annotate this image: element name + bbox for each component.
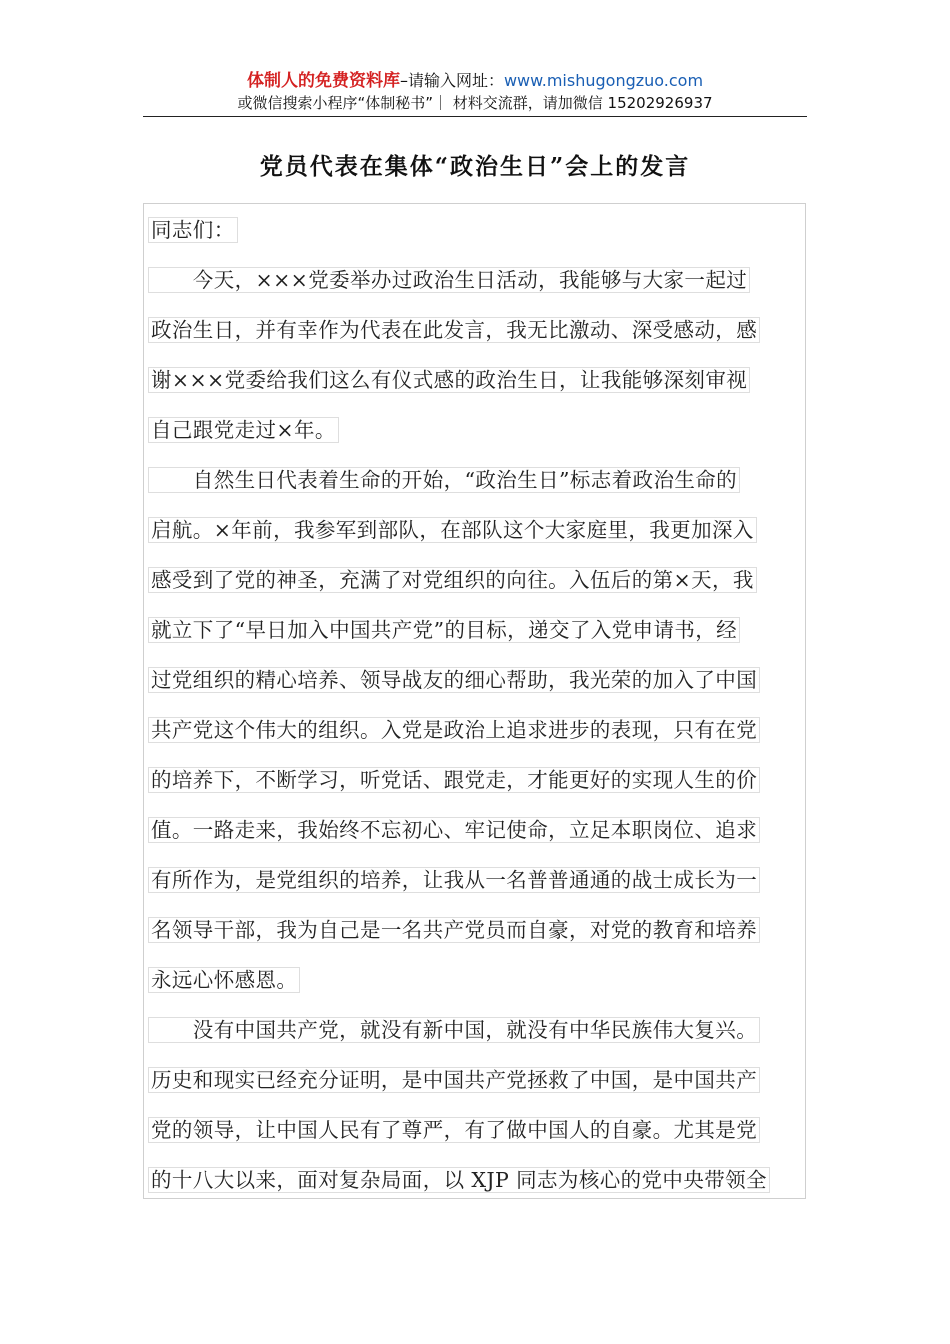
text-line: 的十八大以来，面对复杂局面，以 XJP 同志为核心的党中央带领全: [148, 1167, 770, 1193]
text-line: 名领导干部，我为自己是一名共产党员而自豪，对党的教育和培养: [148, 917, 760, 943]
text-line: 共产党这个伟大的组织。入党是政治上追求进步的表现，只有在党: [148, 717, 760, 743]
text-line: 过党组织的精心培养、领导战友的细心帮助，我光荣的加入了中国: [148, 667, 760, 693]
text-line: 自己跟党走过×年。: [148, 417, 339, 443]
text-line: 历史和现实已经充分证明，是中国共产党拯救了中国，是中国共产: [148, 1067, 760, 1093]
text-line: 同志们：: [148, 217, 238, 243]
header-divider: [143, 116, 807, 117]
document-body: [143, 203, 806, 1199]
header-banner: [143, 70, 807, 92]
site-header: [143, 70, 807, 114]
text-line: 有所作为，是党组织的培养，让我从一名普普通通的战士成长为一: [148, 867, 760, 893]
text-line: 永远心怀感恩。: [148, 967, 300, 993]
url-prompt: –请输入网址：: [399, 71, 504, 90]
text-line: 的培养下，不断学习，听党话、跟党走，才能更好的实现人生的价: [148, 767, 760, 793]
document-title: 党员代表在集体“政治生日”会上的发言: [259, 153, 691, 180]
text-line: 党的领导，让中国人民有了尊严，有了做中国人的自豪。尤其是党: [148, 1117, 760, 1143]
text-line: 感受到了党的神圣，充满了对党组织的向往。入伍后的第×天，我: [148, 567, 757, 593]
text-line: 就立下了“早日加入中国共产党”的目标，递交了入党申请书，经: [148, 617, 740, 643]
text-line: 政治生日，并有幸作为代表在此发言，我无比激动、深受感动，感: [148, 317, 760, 343]
text-line: 启航。×年前，我参军到部队，在部队这个大家庭里，我更加深入: [148, 517, 757, 543]
text-line: 自然生日代表着生命的开始，“政治生日”标志着政治生命的: [148, 467, 740, 493]
text-line: 谢×××党委给我们这么有仪式感的政治生日，让我能够深刻审视: [148, 367, 750, 393]
text-line: 今天，×××党委举办过政治生日活动，我能够与大家一起过: [148, 267, 750, 293]
header-contact-line: 或微信搜索小程序“体制秘书”｜ 材料交流群，请加微信 15202926937: [237, 94, 713, 112]
brand-name: 体制人的免费资料库: [246, 71, 400, 91]
site-url-link[interactable]: www.mishugongzuo.com: [503, 71, 704, 90]
text-line: 没有中国共产党，就没有新中国，就没有中华民族伟大复兴。: [148, 1017, 760, 1043]
text-line: 值。一路走来，我始终不忘初心、牢记使命，立足本职岗位、追求: [148, 817, 760, 843]
